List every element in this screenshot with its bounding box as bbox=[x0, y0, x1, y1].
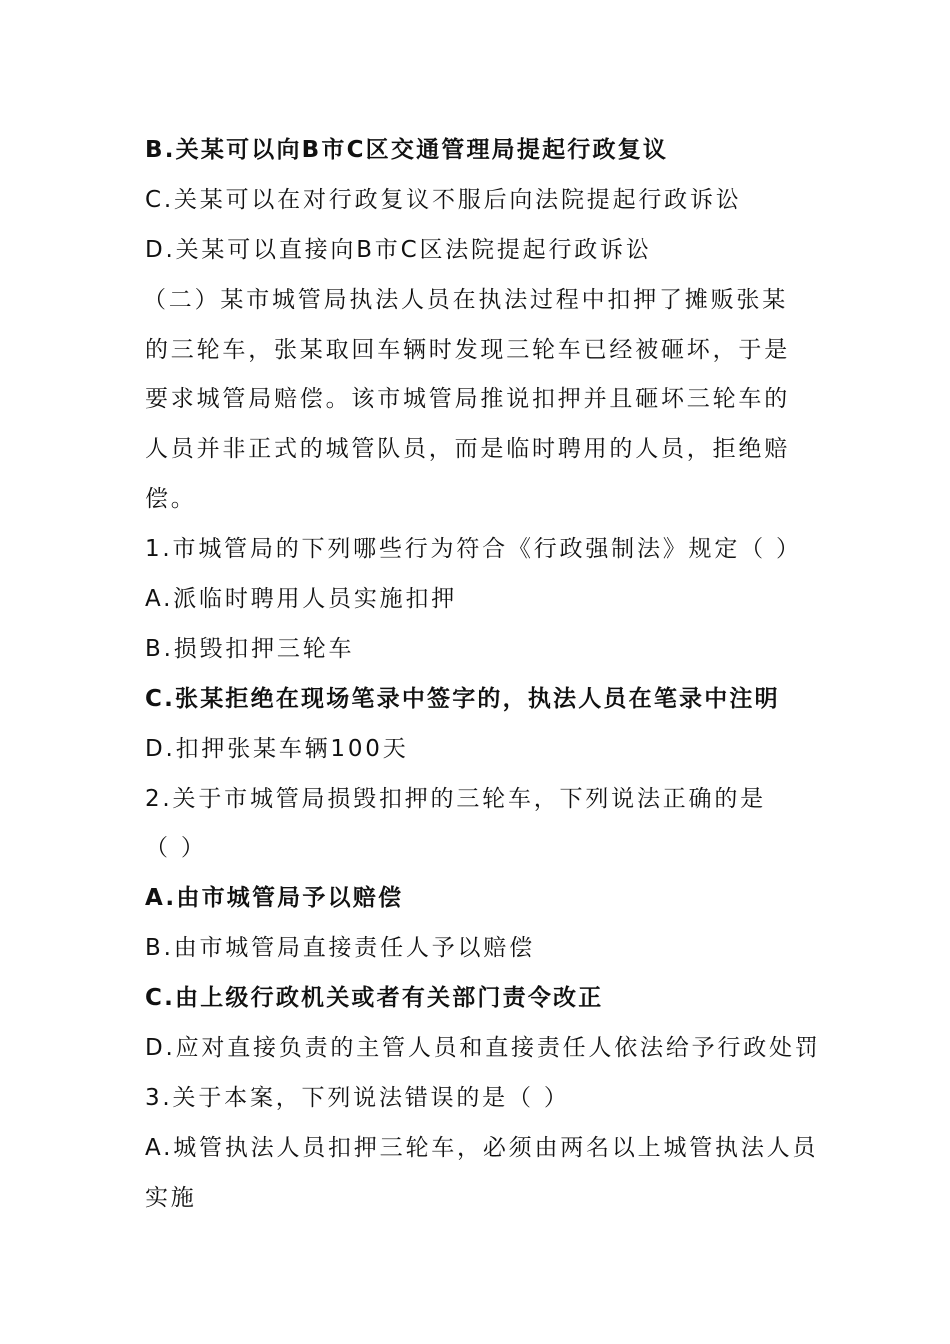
case-two-paragraph-line-1: （二）某市城管局执法人员在执法过程中扣押了摊贩张某 bbox=[143, 286, 788, 313]
question-2-option-a: A.由市城管局予以赔偿 bbox=[145, 885, 404, 912]
question-3: 3.关于本案，下列说法错误的是（ ） bbox=[145, 1084, 570, 1111]
case-two-paragraph-line-3: 要求城管局赔偿。该市城管局推说扣押并且砸坏三轮车的 bbox=[145, 386, 790, 413]
option-c-line: C.关某可以在对行政复议不服后向法院提起行政诉讼 bbox=[145, 186, 742, 213]
option-d-line: D.关某可以直接向B市C区法院提起行政诉讼 bbox=[145, 236, 652, 263]
question-1-option-d: D.扣押张某车辆100天 bbox=[145, 735, 409, 762]
question-2-option-c: C.由上级行政机关或者有关部门责令改正 bbox=[145, 985, 604, 1012]
question-3-option-a-line-2: 实施 bbox=[145, 1184, 197, 1211]
question-2-line-2: （ ） bbox=[145, 835, 207, 862]
case-two-paragraph-line-2: 的三轮车，张某取回车辆时发现三轮车已经被砸坏，于是 bbox=[145, 336, 790, 363]
case-two-paragraph-line-4: 人员并非正式的城管队员，而是临时聘用的人员，拒绝赔 bbox=[145, 436, 790, 463]
question-1-option-a: A.派临时聘用人员实施扣押 bbox=[145, 586, 458, 613]
question-2-line-1: 2.关于市城管局损毁扣押的三轮车，下列说法正确的是 bbox=[145, 785, 766, 812]
question-2-option-b: B.由市城管局直接责任人予以赔偿 bbox=[145, 935, 535, 962]
case-two-paragraph-line-5: 偿。 bbox=[145, 486, 197, 513]
question-1-option-c: C.张某拒绝在现场笔录中签字的，执法人员在笔录中注明 bbox=[145, 685, 780, 712]
document-body bbox=[143, 126, 821, 1224]
question-2-option-d: D.应对直接负责的主管人员和直接责任人依法给予行政处罚 bbox=[145, 1035, 821, 1062]
question-3-option-a-line-1: A.城管执法人员扣押三轮车，必须由两名以上城管执法人员 bbox=[145, 1134, 819, 1161]
question-1: 1.市城管局的下列哪些行为符合《行政强制法》规定（ ） bbox=[145, 536, 802, 563]
option-b-line: B.关某可以向B市C区交通管理局提起行政复议 bbox=[145, 137, 669, 163]
question-1-option-b: B.损毁扣押三轮车 bbox=[145, 635, 355, 662]
